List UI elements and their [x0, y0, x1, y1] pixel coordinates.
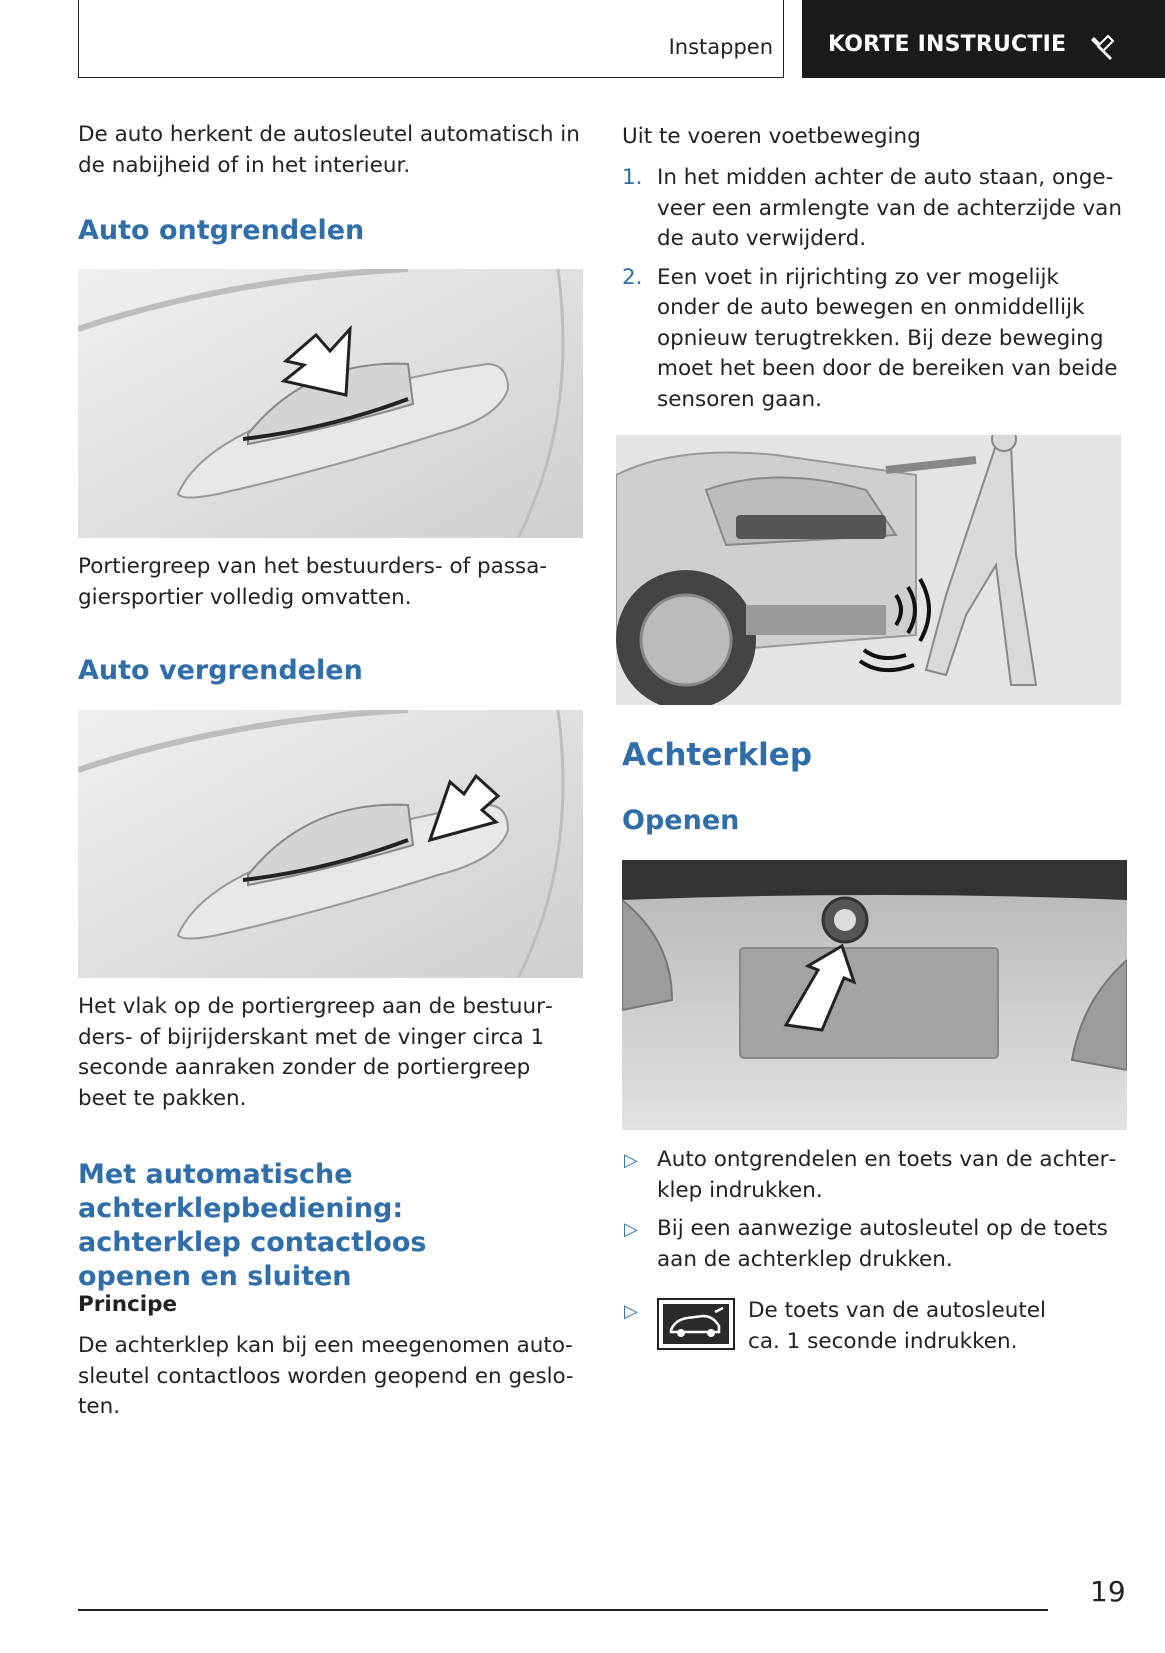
list-item — [622, 263, 1122, 416]
principle-heading: Principe — [78, 1292, 178, 1317]
chapter-label: KORTE INSTRUCTIE — [828, 32, 1067, 57]
open-heading: Openen — [622, 805, 740, 836]
bullet-text: Auto ontgrendelen en toets van de achterklep indrukken. — [657, 1147, 1117, 1203]
lock-text: Het vlak op de portiergreep aan de bestuurders- of bijrijderskant met de vinger circa 1 seconde aanraken zonder de portiergreep beet te pakken. — [78, 994, 553, 1111]
bullet-text: De toets van de autosleutel ca. 1 seconde indrukken. — [748, 1298, 1047, 1354]
movement-steps — [622, 163, 1122, 415]
automatic-tailgate-heading: Met automatische achterklepbediening: achterklep contactloos openen en sluiten — [78, 1159, 427, 1292]
tailgate-heading: Achterklep — [622, 737, 813, 773]
chapter-tab — [802, 0, 1165, 78]
list-item — [622, 1296, 1117, 1357]
lock-heading: Auto vergrendelen — [78, 655, 363, 686]
bullet-text: Bij een aanwezige autosleutel op de toets aan de achterklep drukken. — [657, 1216, 1108, 1272]
running-header — [78, 0, 784, 78]
step-text: In het midden achter de auto staan, ongeveer een armlengte van de achterzijde van de auto verwijderd. — [657, 165, 1122, 251]
list-item — [622, 1145, 1152, 1206]
unlock-text: Portiergreep van het bestuurders- of passagiersportier volledig omvatten. — [78, 554, 548, 610]
tailgate-button-figure — [622, 860, 1127, 1130]
step-number: 1. — [622, 165, 643, 190]
principle-text: De achterklep kan bij een meegenomen autosleutel contactloos worden geopend en gesloten. — [78, 1333, 574, 1419]
foot-movement-figure — [616, 435, 1121, 705]
bullet-marker: ▷ — [624, 1219, 638, 1240]
door-handle-unlock-figure — [78, 269, 583, 538]
intro-text: De auto herkent de autosleutel automatisch in de nabijheid of in het interieur. — [78, 122, 580, 178]
step-number: 2. — [622, 264, 643, 290]
footer-rule — [78, 1609, 1048, 1611]
tailgate-key-icon — [657, 1298, 735, 1350]
list-item — [622, 163, 1122, 255]
door-handle-lock-figure — [78, 710, 583, 978]
tools-icon — [1088, 33, 1116, 61]
bullet-marker: ▷ — [624, 1301, 638, 1322]
header-section-title: Instappen — [668, 35, 773, 59]
step-text: Een voet in rijrichting zo ver mogelijk onder de auto bewegen en onmiddellijk opnieuw terugtrekken. Bij deze beweging moet het been door de bereiken van beide sensoren gaan. — [657, 264, 1118, 412]
bullet-marker: ▷ — [624, 1150, 638, 1171]
list-item — [622, 1214, 1152, 1275]
page-number: 19 — [1090, 1575, 1126, 1608]
unlock-heading: Auto ontgrendelen — [78, 215, 365, 246]
movement-heading: Uit te voeren voetbeweging — [622, 124, 921, 149]
